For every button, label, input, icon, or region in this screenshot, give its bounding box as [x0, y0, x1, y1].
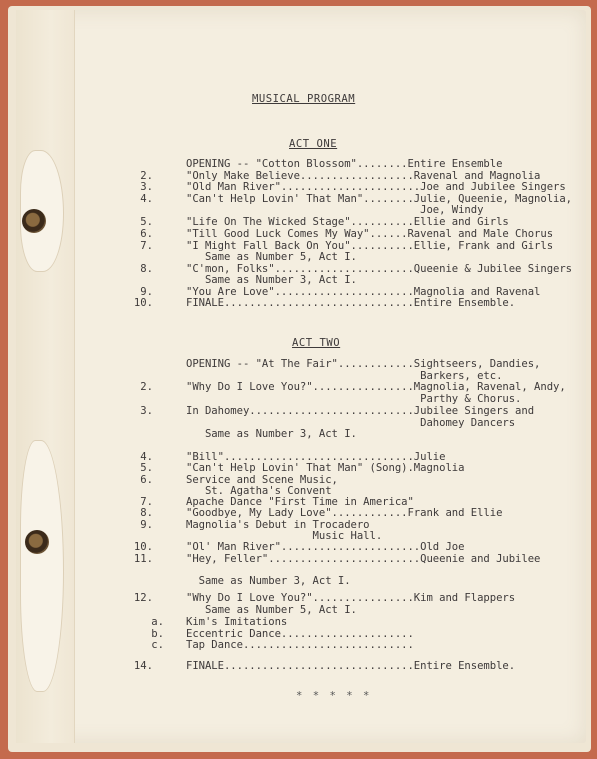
act-one-list-item: "C'mon, Folks"......................Queenie & Jubilee Singers: [186, 263, 573, 275]
act-two-list-item: "Why Do I Love You?"................Magnolia, Ravenal, Andy,: [186, 381, 566, 393]
binder-grommet-icon: [25, 530, 49, 554]
act-two-list-item: "Why Do I Love You?"................Kim and Flappers: [186, 592, 516, 604]
act-two-list-item: Music Hall.: [186, 530, 383, 542]
act-two-item-number: 7.: [140, 496, 153, 508]
act-two-list-item: Service and Scene Music,: [186, 474, 338, 486]
act-one-item-number: 3.: [140, 181, 153, 193]
act-one-item-number: 9.: [140, 286, 153, 298]
act-two-heading: ACT TWO: [292, 337, 341, 349]
act-two-list-item: "Ol' Man River"......................Old Joe: [186, 541, 465, 553]
act-two-list-item: FINALE..............................Entire Ensemble.: [186, 660, 516, 672]
act-two-item-number: a.: [151, 616, 164, 628]
act-two-list-item: Magnolia's Debut in Trocadero: [186, 519, 370, 531]
act-two-list-item: Same as Number 5, Act I.: [186, 604, 357, 616]
act-one-list-item: "Can't Help Lovin' That Man"........Julie, Queenie, Magnolia,: [186, 193, 573, 205]
binder-grommet-icon: [22, 209, 46, 233]
act-two-item-number: 9.: [140, 519, 153, 531]
act-two-list-item: Dahomey Dancers: [186, 417, 516, 429]
act-one-list-item: Same as Number 5, Act I.: [186, 251, 357, 263]
act-one-list-item: "I Might Fall Back On You"..........Ellie, Frank and Girls: [186, 240, 554, 252]
act-one-list-item: "Only Make Believe..................Ravenal and Magnolia: [186, 170, 541, 182]
act-one-list-item: "You Are Love"......................Magnolia and Ravenal: [186, 286, 541, 298]
act-two-item-number: 11.: [133, 553, 153, 565]
act-two-item-number: 12.: [133, 592, 153, 604]
act-one-heading: ACT ONE: [289, 138, 338, 150]
act-two-list-item: "Hey, Feller"........................Queenie and Jubilee: [186, 553, 541, 565]
act-one-list-item: "Old Man River"......................Joe and Jubilee Singers: [186, 181, 566, 193]
act-one-item-number: 8.: [140, 263, 153, 275]
act-one-item-number: 2.: [140, 170, 153, 182]
act-two-item-number: 14.: [133, 660, 153, 672]
act-two-list-item: Parthy & Chorus.: [186, 393, 522, 405]
act-two-item-number: 5.: [140, 462, 153, 474]
act-two-item-number: 3.: [140, 405, 153, 417]
act-one-item-number: 7.: [140, 240, 153, 252]
act-two-list-item: "Can't Help Lovin' That Man" (Song).Magnolia: [186, 462, 465, 474]
act-two-list-item: "Bill"..............................Julie: [186, 451, 446, 463]
act-two-list-item: "Goodbye, My Lady Love"............Frank and Ellie: [186, 507, 503, 519]
act-two-list-item: Barkers, etc.: [186, 370, 503, 382]
act-one-list-item: Same as Number 3, Act I.: [186, 274, 357, 286]
act-two-item-number: 2.: [140, 381, 153, 393]
act-two-list-item: In Dahomey..........................Jubilee Singers and: [186, 405, 535, 417]
act-one-item-number: 5.: [140, 216, 153, 228]
act-two-item-number: c.: [151, 639, 164, 651]
act-two-item-number: 6.: [140, 474, 153, 486]
act-one-item-number: 4.: [140, 193, 153, 205]
act-one-list-item: "Life On The Wicked Stage"..........Ellie and Girls: [186, 216, 509, 228]
act-one-list-item: "Till Good Luck Comes My Way"......Ravenal and Male Chorus: [186, 228, 554, 240]
act-two-list-item: Same as Number 3, Act I.: [186, 428, 357, 440]
footer-ornament: * * * * *: [296, 690, 372, 702]
act-two-item-number: 8.: [140, 507, 153, 519]
act-one-list-item: OPENING -- "Cotton Blossom"........Entire Ensemble: [186, 158, 503, 170]
act-one-list-item: FINALE..............................Entire Ensemble.: [186, 297, 516, 309]
act-two-item-number: b.: [151, 628, 164, 640]
act-two-item-number: 4.: [140, 451, 153, 463]
act-two-list-item: Eccentric Dance.....................: [186, 628, 414, 640]
act-one-item-number: 10.: [133, 297, 153, 309]
act-two-list-item: OPENING -- "At The Fair"............Sightseers, Dandies,: [186, 358, 541, 370]
act-two-list-item: Tap Dance...........................: [186, 639, 414, 651]
act-two-list-item: Kim's Imitations: [186, 616, 288, 628]
act-one-list-item: Joe, Windy: [186, 204, 484, 216]
act-two-list-item: Same as Number 3, Act I.: [186, 575, 351, 587]
act-two-item-number: 10.: [133, 541, 153, 553]
act-two-list-item: Apache Dance "First Time in America": [186, 496, 414, 508]
act-two-list-item: St. Agatha's Convent: [186, 485, 332, 497]
act-one-item-number: 6.: [140, 228, 153, 240]
page-title: MUSICAL PROGRAM: [252, 93, 356, 105]
